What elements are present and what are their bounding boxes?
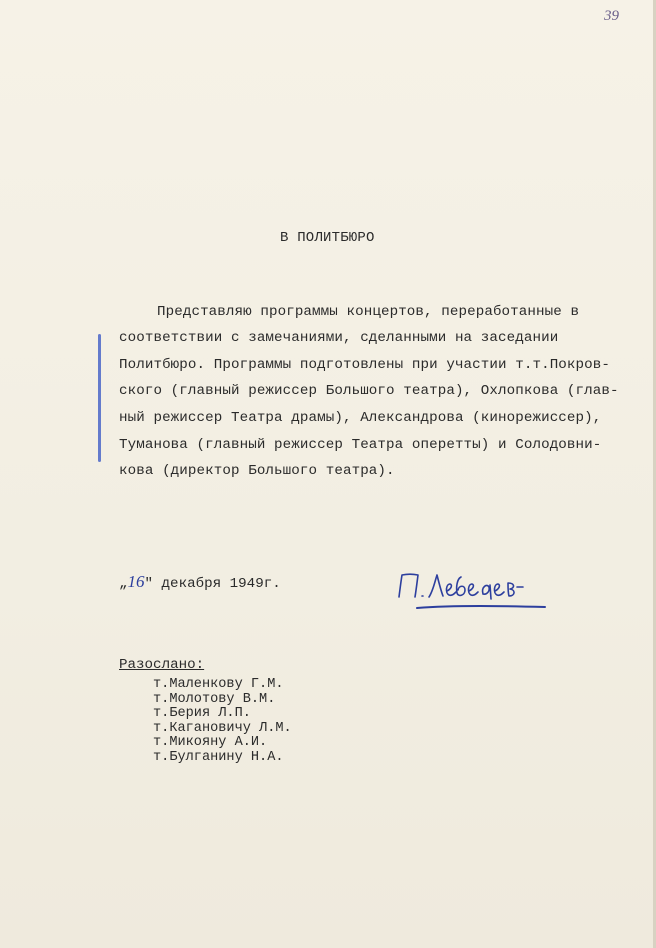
list-item: т.Молотову В.М. <box>153 691 276 707</box>
body-line: ского (главный режиссер Большого театра), Охлопкова (глав- <box>119 383 619 399</box>
distribution-list <box>153 678 292 766</box>
body-line: Представляю программы концертов, переработанные в <box>157 304 580 320</box>
list-item: т.Булганину Н.А. <box>153 749 284 765</box>
body-line: кова (директор Большого театра). <box>119 463 395 479</box>
date-month-year: декабря 1949г. <box>161 576 281 592</box>
date-quote-open: „ <box>119 576 128 592</box>
body-line: соответствии с замечаниями, сделанными на заседании <box>119 330 559 346</box>
date-day-handwritten: 16 <box>127 572 145 591</box>
date-quote-close: " <box>144 576 154 592</box>
list-item: т.Берия Л.П. <box>153 706 251 722</box>
document-title: В ПОЛИТБЮРО <box>280 230 375 246</box>
page-number: 39 <box>604 8 619 24</box>
body-line: ный режиссер Театра драмы), Александрова (кинорежиссер), <box>119 410 602 426</box>
margin-pen-mark <box>98 334 101 462</box>
date-line <box>119 572 281 592</box>
signature <box>395 563 555 619</box>
list-item: т.Кагановичу Л.М. <box>153 720 292 736</box>
distribution-heading: Разослано: <box>119 657 205 673</box>
body-line: Политбюро. Программы подготовлены при участии т.т.Покров- <box>119 357 610 373</box>
list-item: т.Маленкову Г.М. <box>153 677 284 692</box>
list-item: т.Микояну А.И. <box>153 735 268 751</box>
body-line: Туманова (главный режиссер Театра оперетты) и Солодовни- <box>119 437 602 453</box>
